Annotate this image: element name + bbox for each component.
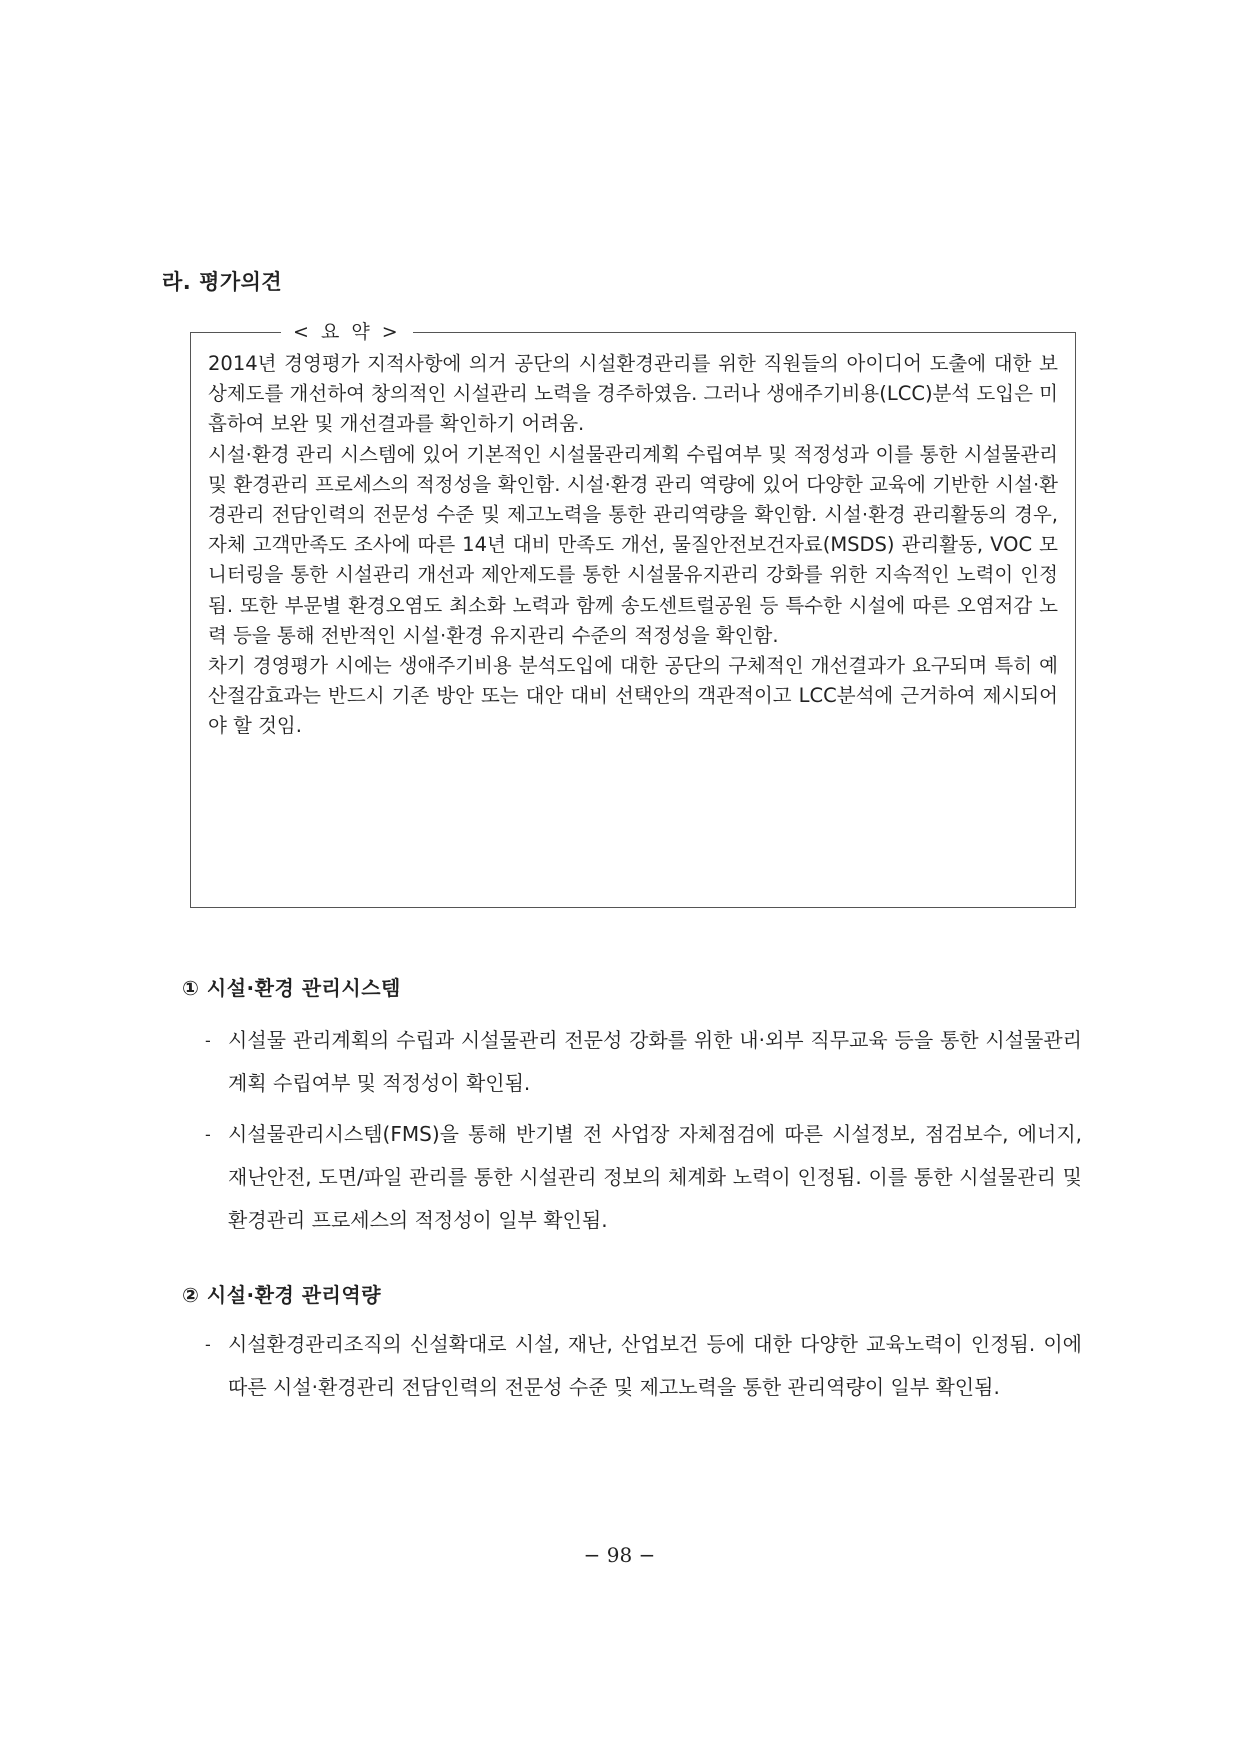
subsection-list-system	[205, 1019, 1082, 1250]
page-number: − 98 −	[583, 1543, 656, 1567]
section-heading: 라. 평가의견	[162, 270, 283, 294]
subsection-list-capability	[205, 1323, 1082, 1417]
list-item	[205, 1323, 1082, 1409]
list-item-text: 시설물 관리계획의 수립과 시설물관리 전문성 강화를 위한 내·외부 직무교육 등을 통한 시설물관리계획 수립여부 및 적정성이 확인됨.	[228, 1028, 1082, 1095]
list-item-text: 시설환경관리조직의 신설확대로 시설, 재난, 산업보건 등에 대한 다양한 교육노력이 인정됨. 이에 따른 시설·환경관리 전담인력의 전문성 수준 및 제고노력을 통한 관리역량이 일부 확인됨.	[228, 1332, 1082, 1399]
summary-paragraph: 2014년 경영평가 지적사항에 의거 공단의 시설환경관리를 위한 직원들의 아이디어 도출에 대한 보상제도를 개선하여 창의적인 시설관리 노력을 경주하였음. 그러나 생애주기비용(LCC)분석 도입은 미흡하여 보완 및 개선결과를 확인하기 어려움.	[208, 352, 1058, 436]
list-item-text: 시설물관리시스템(FMS)을 통해 반기별 전 사업장 자체점검에 따른 시설정보, 점검보수, 에너지, 재난안전, 도면/파일 관리를 통한 시설관리 정보의 체계화 노력이 인정됨. 이를 통한 시설물관리 및 환경관리 프로세스의 적정성이 일부 확인됨.	[228, 1122, 1082, 1232]
list-item	[205, 1113, 1082, 1242]
summary-body	[208, 349, 1058, 742]
list-item	[205, 1019, 1082, 1105]
bullet-dash: -	[205, 1031, 211, 1050]
bullet-dash: -	[205, 1335, 211, 1354]
subsection-heading-system: ① 시설·환경 관리시스템	[182, 976, 401, 1000]
summary-paragraph: 시설·환경 관리 시스템에 있어 기본적인 시설물관리계획 수립여부 및 적정성과 이를 통한 시설물관리 및 환경관리 프로세스의 적정성을 확인함. 시설·환경 관리 역량에 있어 다양한 교육에 기반한 시설·환경관리 전담인력의 전문성 수준 및 제고노력을 통한 관리역량을 확인함. 시설·환경 관리활동의 경우, 자체 고객만족도 조사에 따른 14년 대비 만족도 개선, 물질안전보건자료(MSDS) 관리활동, VOC 모니터링을 통한 시설관리 개선과 제안제도를 통한 시설물유지관리 강화를 위한 지속적인 노력이 인정됨. 또한 부문별 환경오염도 최소화 노력과 함께 송도센트럴공원 등 특수한 시설에 따른 오염저감 노력 등을 통해 전반적인 시설·환경 유지관리 수준의 적정성을 확인함.	[208, 442, 1058, 647]
subsection-heading-capability: ② 시설·환경 관리역량	[182, 1283, 382, 1307]
summary-paragraph: 차기 경영평가 시에는 생애주기비용 분석도입에 대한 공단의 구체적인 개선결과가 요구되며 특히 예산절감효과는 반드시 기존 방안 또는 대안 대비 선택안의 객관적이고 LCC분석에 근거하여 제시되어야 할 것임.	[208, 654, 1058, 738]
bullet-dash: -	[205, 1125, 211, 1144]
summary-box	[190, 321, 1076, 908]
summary-legend: < 요 약 >	[281, 320, 413, 344]
